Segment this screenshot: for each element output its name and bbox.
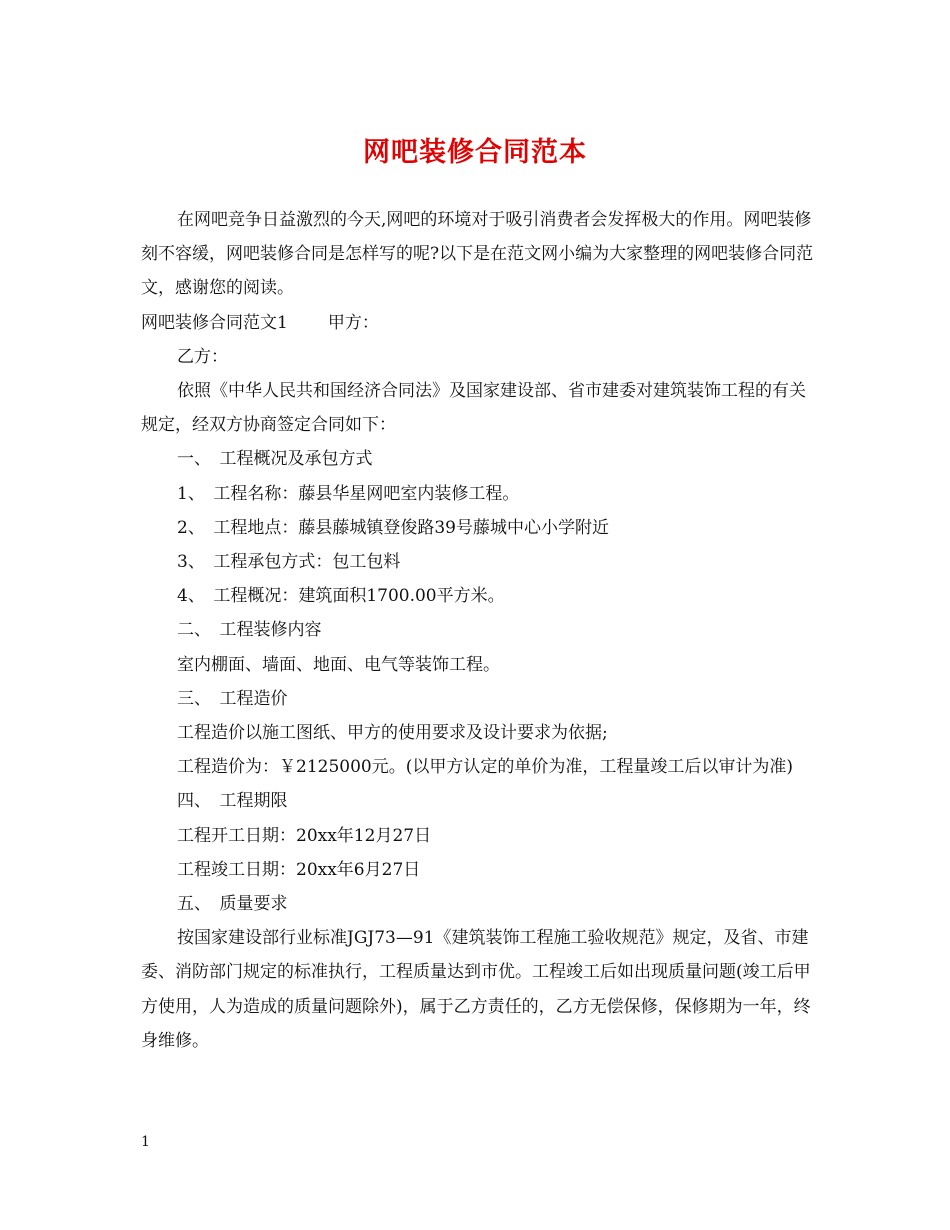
start-date: 工程开工日期：20xx年12月27日 <box>177 825 432 846</box>
list-item: 3、 工程承包方式：包工包料 <box>177 552 401 573</box>
section-text: 室内棚面、墙面、地面、电气等装饰工程。 <box>177 654 500 675</box>
section-heading: 一、 工程概况及承包方式 <box>177 449 373 470</box>
intro-paragraph: 在网吧竞争日益激烈的今天,网吧的环境对于吸引消费者会发挥极大的作用。网吧装修刻不容缓，网吧装修合同是怎样写的呢?以下是在范文网小编为大家整理的网吧装修合同范文，感谢您的阅读。 <box>141 210 814 299</box>
section-heading: 三、 工程造价 <box>177 688 288 709</box>
end-date: 工程竣工日期：20xx年6月27日 <box>177 859 421 880</box>
section-heading: 四、 工程期限 <box>177 791 288 812</box>
section-text: 工程造价以施工图纸、甲方的使用要求及设计要求为依据; <box>177 723 608 744</box>
party-b-label: 乙方： <box>177 346 228 367</box>
quality-paragraph: 按国家建设部行业标准JGJ73—91《建筑装饰工程施工验收规范》规定，及省、市建委、消防部门规定的标准执行，工程质量达到市优。工程竣工后如出现质量问题(竣工后甲方使用，人为造成的质量问题除外)，属于乙方责任的，乙方无偿保修，保修期为一年，终身维修。 <box>141 928 811 1051</box>
document-body <box>141 203 821 1058</box>
list-item: 2、 工程地点：藤县藤城镇登俊路39号藤城中心小学附近 <box>177 517 609 538</box>
list-item: 4、 工程概况：建筑面积1700.00平方米。 <box>177 586 505 607</box>
section-heading: 五、 质量要求 <box>177 894 288 915</box>
basis-paragraph: 依照《中华人民共和国经济合同法》及国家建设部、省市建委对建筑装饰工程的有关规定，经双方协商签定合同如下： <box>141 381 806 436</box>
document-title: 网吧装修合同范本 <box>363 137 587 168</box>
price-paragraph: 工程造价为：￥2125000元。(以甲方认定的单价为准，工程量竣工后以审计为准) <box>177 757 793 778</box>
sample-heading: 网吧装修合同范文1 <box>141 312 288 333</box>
section-heading: 二、 工程装修内容 <box>177 620 322 641</box>
list-item: 1、 工程名称：藤县华星网吧室内装修工程。 <box>177 483 520 504</box>
page-number: 1 <box>141 1134 150 1150</box>
sample-heading-line <box>141 306 821 340</box>
party-a-label: 甲方： <box>327 312 379 333</box>
